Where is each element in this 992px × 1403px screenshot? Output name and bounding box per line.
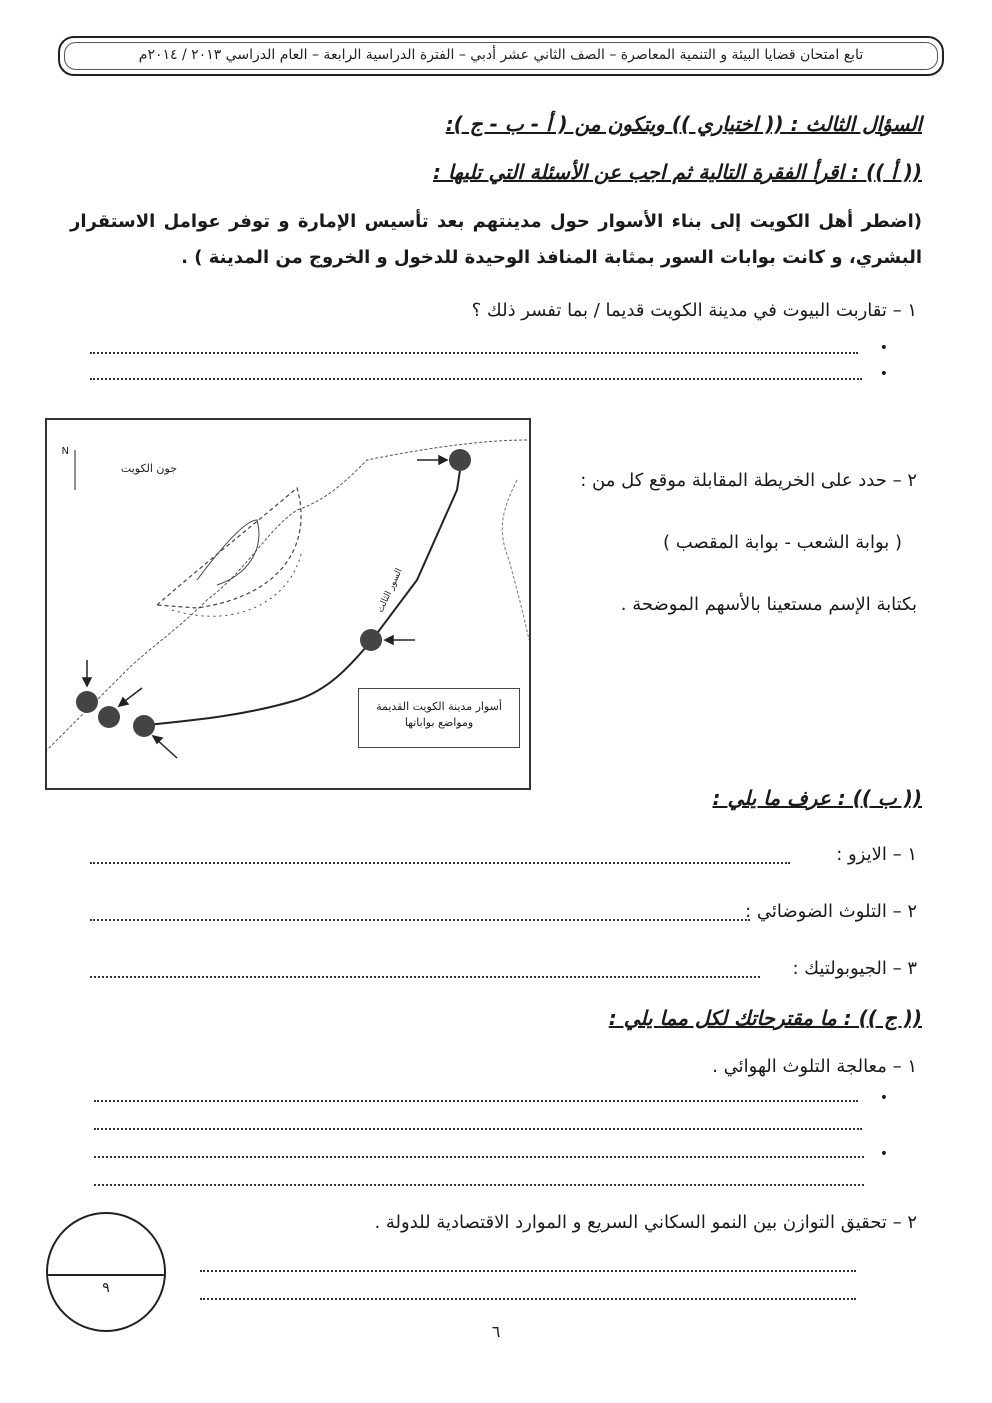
bullet: • bbox=[879, 366, 888, 382]
third-wall-label: السور الثالث bbox=[375, 567, 405, 615]
header-frame bbox=[58, 36, 944, 76]
answer-line[interactable] bbox=[90, 976, 760, 978]
part-a-title: (( أ )) : اقرأ الفقرة التالية ثم اجب عن الأسئلة التي تليها : bbox=[433, 160, 922, 184]
answer-line[interactable] bbox=[94, 1156, 864, 1158]
gate-marker bbox=[76, 691, 98, 713]
part-c-item-1: ١ – معالجة التلوث الهوائي . bbox=[712, 1056, 917, 1077]
passage-paragraph: (اضطر أهل الكويت إلى بناء الأسوار حول مدينتهم بعد تأسيس الإمارة و توفر عوامل الاستقرار البشري، و كانت بوابات السور بمثابة المنافذ الوحيدة للدخول و الخروج من المدينة ) . bbox=[70, 211, 922, 268]
answer-line[interactable] bbox=[94, 1100, 858, 1102]
map-instruction: بكتابة الإسم مستعينا بالأسهم الموضحة . bbox=[620, 594, 917, 615]
old-town-outline bbox=[197, 520, 259, 585]
part-b-item-2: ٢ – التلوث الضوضائي : bbox=[745, 901, 917, 922]
map-legend bbox=[358, 688, 520, 748]
answer-line[interactable] bbox=[90, 352, 858, 354]
question-3-title: السؤال الثالث : (( اختياري )) ويتكون من ( أ - ب - ج ): bbox=[445, 112, 922, 136]
bullet: • bbox=[879, 1090, 888, 1106]
gates-list: ( بوابة الشعب - بوابة المقصب ) bbox=[663, 532, 902, 553]
bullet: • bbox=[879, 1146, 888, 1162]
answer-line[interactable] bbox=[90, 919, 750, 921]
part-c-title: (( ج )) : ما مقترحاتك لكل مما يلي : bbox=[608, 1006, 922, 1030]
bay-label: جون الكويت bbox=[120, 462, 177, 475]
first-wall bbox=[157, 488, 301, 608]
second-wall bbox=[172, 550, 302, 616]
legend-line-1: أسوار مدينة الكويت القديمة bbox=[376, 700, 502, 713]
question-a1: ١ – تقاربت البيوت في مدينة الكويت قديما / بما تفسر ذلك ؟ bbox=[471, 300, 917, 321]
score-divider bbox=[48, 1274, 164, 1276]
legend-line-2: ومواضع بواباتها bbox=[404, 716, 474, 729]
gate-marker bbox=[98, 706, 120, 728]
gate-marker bbox=[360, 629, 382, 651]
third-wall bbox=[147, 457, 462, 725]
question-a2: ٢ – حدد على الخريطة المقابلة موقع كل من : bbox=[580, 470, 917, 491]
score-value: ٩ bbox=[102, 1280, 110, 1296]
part-b-item-1: ١ – الايزو : bbox=[836, 844, 917, 865]
answer-line[interactable] bbox=[90, 862, 790, 864]
answer-line[interactable] bbox=[94, 1184, 864, 1186]
answer-line[interactable] bbox=[200, 1270, 856, 1272]
coastline-east bbox=[502, 480, 529, 640]
page-number: ٦ bbox=[491, 1322, 501, 1341]
score-circle bbox=[46, 1212, 166, 1332]
part-b-title: (( ب )) : عرف ما يلي : bbox=[712, 786, 922, 810]
gate-marker bbox=[133, 715, 155, 737]
answer-line[interactable] bbox=[90, 378, 862, 380]
answer-line[interactable] bbox=[200, 1298, 856, 1300]
part-c-item-2: ٢ – تحقيق التوازن بين النمو السكاني السريع و الموارد الاقتصادية للدولة . bbox=[374, 1212, 917, 1233]
north-label: N bbox=[61, 446, 69, 457]
gate-marker bbox=[449, 449, 471, 471]
part-b-item-3: ٣ – الجيوبولتيك : bbox=[792, 958, 917, 979]
exam-header: تابع امتحان قضايا البيئة و التنمية المعاصرة – الصف الثاني عشر أدبي – الفترة الدراسية الرابعة – العام الدراسي ٢٠١٣ / ٢٠١٤م bbox=[138, 47, 864, 63]
answer-line[interactable] bbox=[94, 1128, 862, 1130]
bullet: • bbox=[879, 340, 888, 356]
